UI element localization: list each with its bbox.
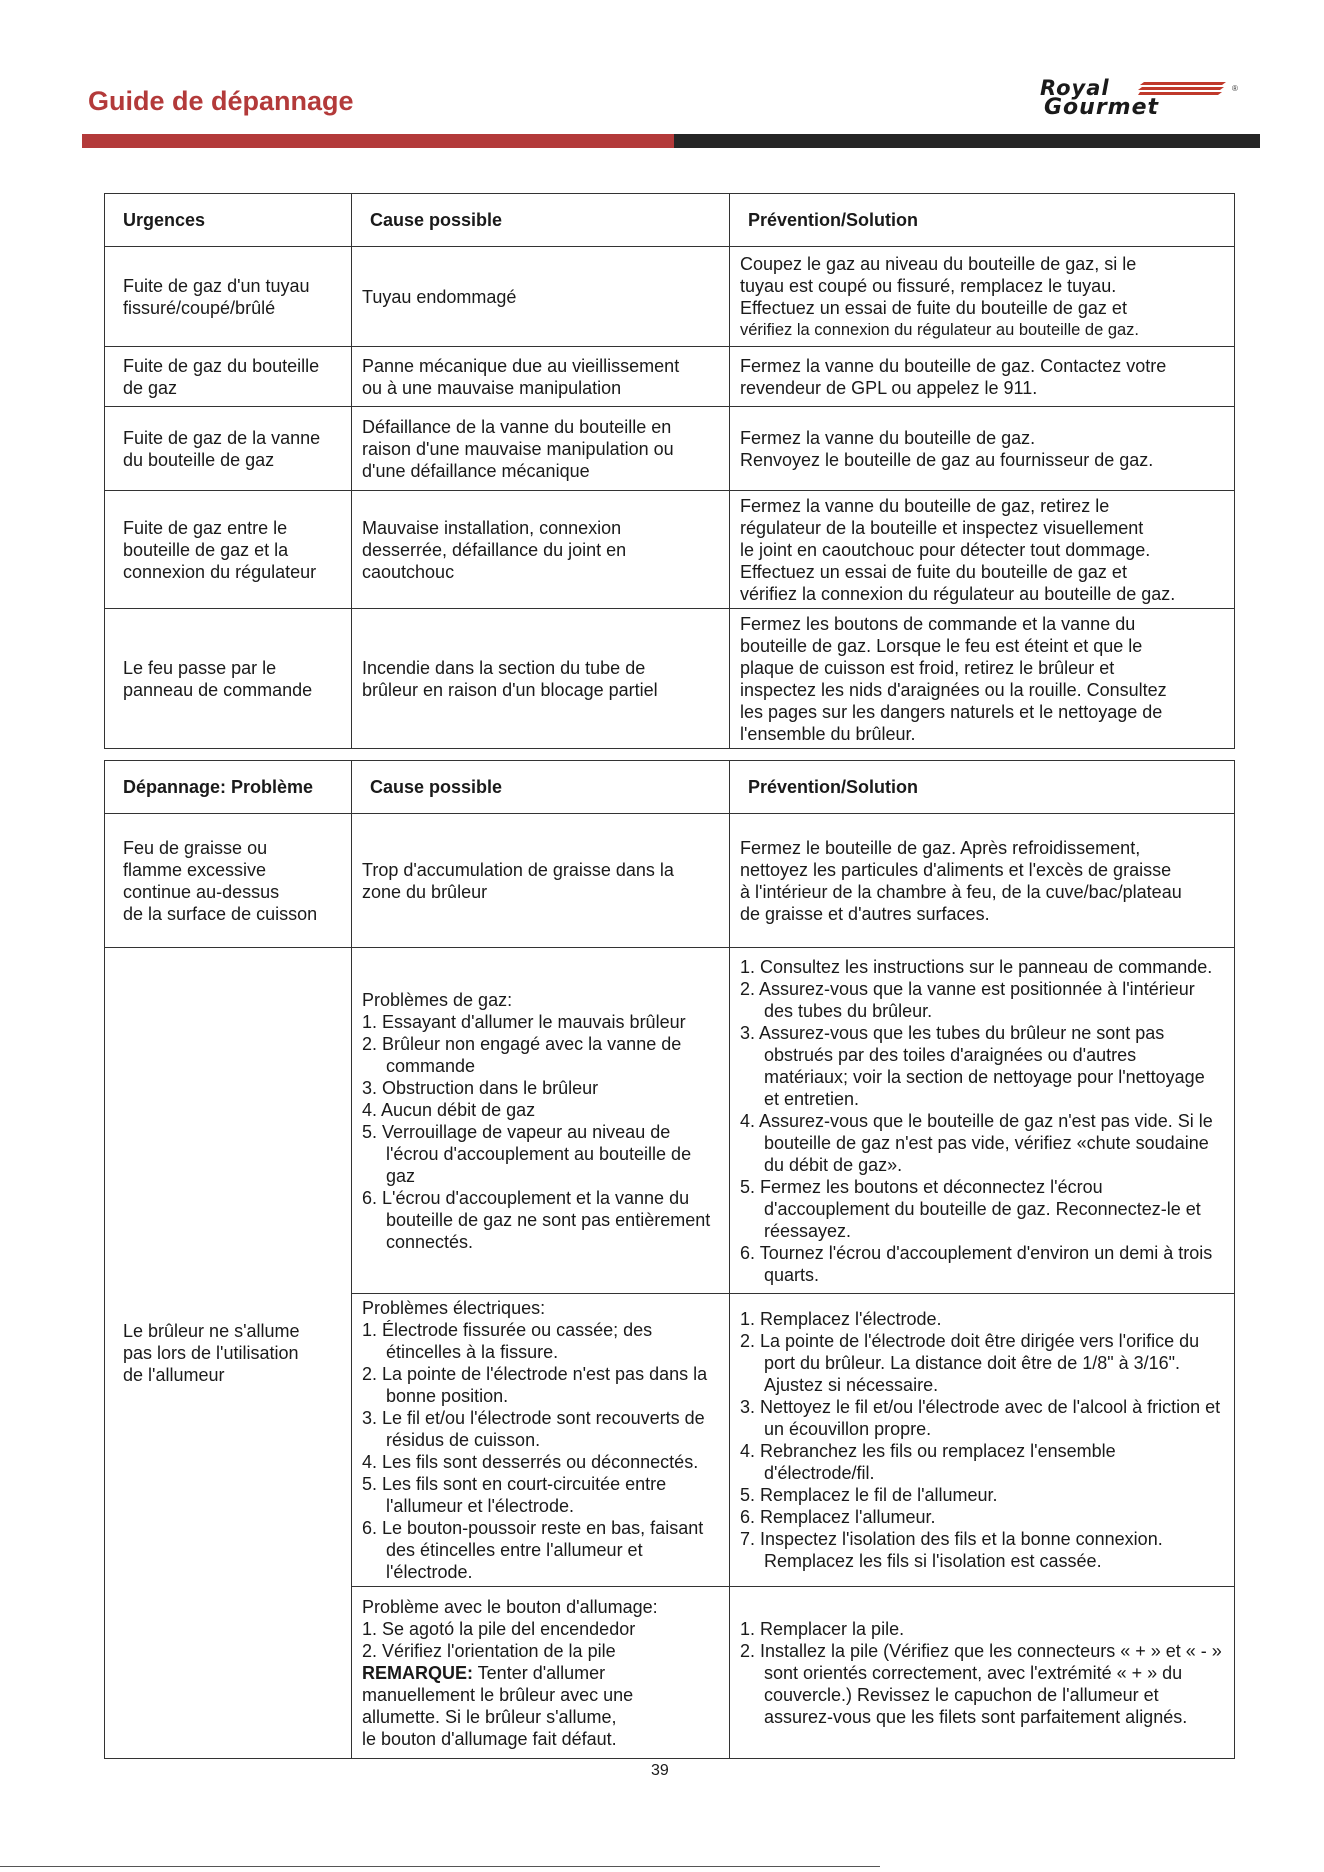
text-line: fissuré/coupé/brûlé [123, 297, 276, 318]
solution-cell [730, 1294, 1235, 1587]
list-item: 6. L'écrou d'accouplement et la vanne du bouteille de gaz ne sont pas entièrement connectés. [362, 1187, 711, 1252]
solution-cell [730, 948, 1235, 1294]
text-line: l'ensemble du brûleur. [740, 723, 916, 744]
text-line: Fermez le bouteille de gaz. Après refroidissement, [740, 837, 1141, 858]
page-title: Guide de dépannage [88, 86, 354, 116]
text-line: vérifiez la connexion du régulateur au bouteille de gaz. [740, 583, 1176, 604]
table-row [105, 247, 1235, 347]
list-item: 1. Consultez les instructions sur le panneau de commande. [740, 956, 1213, 977]
text-line: Renvoyez le bouteille de gaz au fournisseur de gaz. [740, 449, 1154, 470]
text-line: plaque de cuisson est froid, retirez le brûleur et [740, 657, 1115, 678]
cause-cell [352, 347, 730, 407]
cause-cell [352, 247, 730, 347]
list-item: 3. Assurez-vous que les tubes du brûleur ne sont pas obstrués par des toiles d'araignées ou d'autres matériaux; voir la section de nettoyage pour l'nettoyage et entretien. [740, 1022, 1205, 1109]
text-line: Incendie dans la section du tube de [362, 657, 646, 678]
list-item: 1. Électrode fissurée ou cassée; des étincelles à la fissure. [362, 1320, 653, 1362]
text-line: allumette. Si le brûleur s'allume, [362, 1706, 617, 1727]
electrical-causes-list [362, 1319, 719, 1583]
header-band-red [82, 134, 674, 148]
ignition-note [362, 1662, 719, 1684]
gas-causes-list [362, 1011, 719, 1253]
text-line: le bouton d'allumage fait défaut. [362, 1728, 617, 1749]
table-header-row [105, 761, 1235, 814]
table-row [105, 347, 1235, 407]
header-cause: Cause possible [352, 194, 730, 247]
cause-cell [352, 1294, 730, 1587]
issue-cell [105, 609, 352, 749]
emergencies-table [104, 193, 1235, 749]
list-item: 1. Remplacer la pile. [740, 1618, 905, 1639]
ignition-problem-title: Problème avec le bouton d'allumage: [362, 1596, 658, 1617]
ignition-causes-list [362, 1618, 719, 1662]
electrical-problems-title: Problèmes électriques: [362, 1298, 546, 1318]
issue-cell [105, 347, 352, 407]
header-band-dark [674, 134, 1260, 148]
header-cause: Cause possible [352, 761, 730, 814]
logo-word-2: Gourmet [1044, 95, 1160, 120]
table-row [105, 609, 1235, 749]
text-line: Tuyau endommagé [362, 286, 517, 307]
text-line: raison d'une mauvaise manipulation ou [362, 438, 674, 459]
issue-cell [105, 247, 352, 347]
list-item: 3. Obstruction dans le brûleur [362, 1077, 599, 1098]
electrical-solutions-list [740, 1308, 1224, 1572]
text-line: tuyau est coupé ou fissuré, remplacez le tuyau. [740, 275, 1117, 296]
text-line: Panne mécanique due au vieillissement [362, 355, 680, 376]
text-line: Le brûleur ne s'allume [123, 1321, 300, 1341]
list-item: 2. La pointe de l'électrode doit être dirigée vers l'orifice du port du brûleur. La distance doit être de 1/8" à 3/16". Ajustez si nécessaire. [740, 1331, 1200, 1395]
text-line: caoutchouc [362, 561, 455, 582]
text-line: Fuite de gaz de la vanne [123, 427, 321, 448]
ignition-solutions-list [740, 1618, 1224, 1728]
list-item: 4. Assurez-vous que le bouteille de gaz n'est pas vide. Si le bouteille de gaz n'est pas vide, vérifiez «chute soudaine du débit de gaz». [740, 1110, 1213, 1175]
text-line: bouteille de gaz et la [123, 539, 289, 560]
text-line: manuellement le brûleur avec une [362, 1684, 634, 1705]
text-line: les pages sur les dangers naturels et le nettoyage de [740, 701, 1163, 722]
list-item: 4. Aucun débit de gaz [362, 1099, 536, 1120]
solution-cell [730, 814, 1235, 948]
solution-cell [730, 407, 1235, 491]
table-header-row [105, 194, 1235, 247]
text-line: régulateur de la bouteille et inspectez visuellement [740, 517, 1144, 538]
brand-logo [1028, 78, 1238, 122]
header-problem: Dépannage: Problème [105, 761, 352, 814]
logo-word-1: Royal [1040, 76, 1110, 100]
list-item: 2. Brûleur non engagé avec la vanne de commande [362, 1033, 682, 1076]
text-line: de graisse et d'autres surfaces. [740, 903, 990, 924]
text-line: Effectuez un essai de fuite du bouteille de gaz et [740, 561, 1127, 582]
list-item: 4. Les fils sont desserrés ou déconnectés. [362, 1452, 699, 1472]
list-item: 6. Remplacez l'allumeur. [740, 1507, 936, 1527]
text-line: Coupez le gaz au niveau du bouteille de gaz, si le [740, 253, 1137, 274]
header-solution: Prévention/Solution [730, 194, 1235, 247]
list-item: 3. Le fil et/ou l'électrode sont recouverts de résidus de cuisson. [362, 1408, 705, 1450]
solution-cell [730, 347, 1235, 407]
text-line: brûleur en raison d'un blocage partiel [362, 679, 658, 700]
list-item: 6. Tournez l'écrou d'accouplement d'environ un demi à trois quarts. [740, 1242, 1213, 1285]
list-item: 2. La pointe de l'électrode n'est pas dans la bonne position. [362, 1364, 708, 1406]
list-item: 2. Installez la pile (Vérifiez que les connecteurs « + » et « - » sont orientés correctement, avec l'extrémité « + » du couvercle.) Revissez le capuchon de l'allumeur et assurez-vous que les filets sont parfaitement alignés. [740, 1640, 1222, 1727]
text-line: Trop d'accumulation de graisse dans la [362, 859, 674, 880]
solution-cell [730, 491, 1235, 609]
issue-cell [105, 948, 352, 1759]
header-solution: Prévention/Solution [730, 761, 1235, 814]
note-label: REMARQUE: [362, 1662, 473, 1683]
table-row [105, 407, 1235, 491]
text-line: Fermez la vanne du bouteille de gaz, retirez le [740, 495, 1110, 516]
text-line: panneau de commande [123, 679, 313, 700]
list-item: 6. Le bouton-poussoir reste en bas, faisant des étincelles entre l'allumeur et l'électrode. [362, 1518, 704, 1582]
text-line: desserrée, défaillance du joint en [362, 539, 627, 560]
list-item: 1. Se agotó la pile del encendedor [362, 1618, 636, 1639]
cause-cell [352, 814, 730, 948]
text-line: bouteille de gaz. Lorsque le feu est éteint et que le [740, 635, 1143, 656]
text-line: Effectuez un essai de fuite du bouteille de gaz et [740, 297, 1127, 318]
text-line: zone du brûleur [362, 881, 488, 902]
header-emergencies: Urgences [105, 194, 352, 247]
text-line: continue au-dessus [123, 881, 280, 902]
solution-cell [730, 609, 1235, 749]
text-line: Feu de graisse ou [123, 837, 268, 858]
text-line: nettoyez les particules d'aliments et l'excès de graisse [740, 859, 1172, 880]
text-line: Tenter d'allumer [473, 1662, 606, 1683]
table-row [105, 814, 1235, 948]
issue-cell [105, 491, 352, 609]
text-line: de la surface de cuisson [123, 903, 318, 924]
table-row [105, 491, 1235, 609]
list-item: 5. Les fils sont en court-circuitée entre l'allumeur et l'électrode. [362, 1474, 667, 1516]
issue-cell [105, 407, 352, 491]
cause-cell [352, 1587, 730, 1759]
flag-stripes-icon [1138, 81, 1228, 97]
text-line: Fuite de gaz entre le [123, 517, 288, 538]
text-line: Mauvaise installation, connexion [362, 517, 622, 538]
text-line: flamme excessive [123, 859, 267, 880]
issue-cell [105, 814, 352, 948]
text-line: Le feu passe par le [123, 657, 277, 678]
solution-cell [730, 1587, 1235, 1759]
cause-cell [352, 407, 730, 491]
text-line: pas lors de l'utilisation [123, 1343, 299, 1363]
text-line: le joint en caoutchouc pour détecter tout dommage. [740, 539, 1151, 560]
text-line: à l'intérieur de la chambre à feu, de la cuve/bac/plateau [740, 881, 1182, 902]
text-line: de l'allumeur [123, 1365, 225, 1385]
text-line: Fuite de gaz du bouteille [123, 355, 320, 376]
text-line: de gaz [123, 377, 178, 398]
text-line: connexion du régulateur [123, 561, 317, 582]
list-item: 1. Remplacez l'électrode. [740, 1309, 942, 1329]
text-line: du bouteille de gaz [123, 449, 275, 470]
cause-cell [352, 948, 730, 1294]
list-item: 2. Assurez-vous que la vanne est positionnée à l'intérieur des tubes du brûleur. [740, 978, 1195, 1021]
list-item: 1. Essayant d'allumer le mauvais brûleur [362, 1011, 686, 1032]
text-line: Défaillance de la vanne du bouteille en [362, 416, 672, 437]
text-line: Fermez la vanne du bouteille de gaz. [740, 427, 1036, 448]
text-line: Fuite de gaz d'un tuyau [123, 275, 310, 296]
text-line: revendeur de GPL ou appelez le 911. [740, 377, 1038, 398]
page-number: 39 [651, 1762, 669, 1779]
solution-cell [730, 247, 1235, 347]
list-item: 5. Remplacez le fil de l'allumeur. [740, 1485, 998, 1505]
list-item: 4. Rebranchez les fils ou remplacez l'ensemble d'électrode/fil. [740, 1441, 1116, 1483]
registered-mark: ® [1232, 84, 1238, 93]
gas-problems-title: Problèmes de gaz: [362, 989, 513, 1010]
text-line: Fermez la vanne du bouteille de gaz. Contactez votre [740, 355, 1167, 376]
list-item: 5. Fermez les boutons et déconnectez l'écrou d'accouplement du bouteille de gaz. Reconnectez-le et réessayez. [740, 1176, 1201, 1241]
list-item: 2. Vérifiez l'orientation de la pile [362, 1640, 616, 1661]
gas-solutions-list [740, 956, 1224, 1286]
text-line: vérifiez la connexion du régulateur au bouteille de gaz. [740, 320, 1140, 339]
cause-cell [352, 609, 730, 749]
text-line: ou à une mauvaise manipulation [362, 377, 622, 398]
cause-cell [352, 491, 730, 609]
footer-divider [0, 1866, 880, 1867]
troubleshooting-table [104, 760, 1235, 1759]
text-line: inspectez les nids d'araignées ou la rouille. Consultez [740, 679, 1167, 700]
list-item: 5. Verrouillage de vapeur au niveau de l'écrou d'accouplement au bouteille de gaz [362, 1121, 692, 1186]
text-line: Fermez les boutons de commande et la vanne du [740, 613, 1136, 634]
list-item: 7. Inspectez l'isolation des fils et la bonne connexion. Remplacez les fils si l'isolation est cassée. [740, 1529, 1163, 1571]
table-row [105, 948, 1235, 1294]
text-line: d'une défaillance mécanique [362, 460, 590, 481]
list-item: 3. Nettoyez le fil et/ou l'électrode avec de l'alcool à friction et un écouvillon propre. [740, 1397, 1221, 1439]
